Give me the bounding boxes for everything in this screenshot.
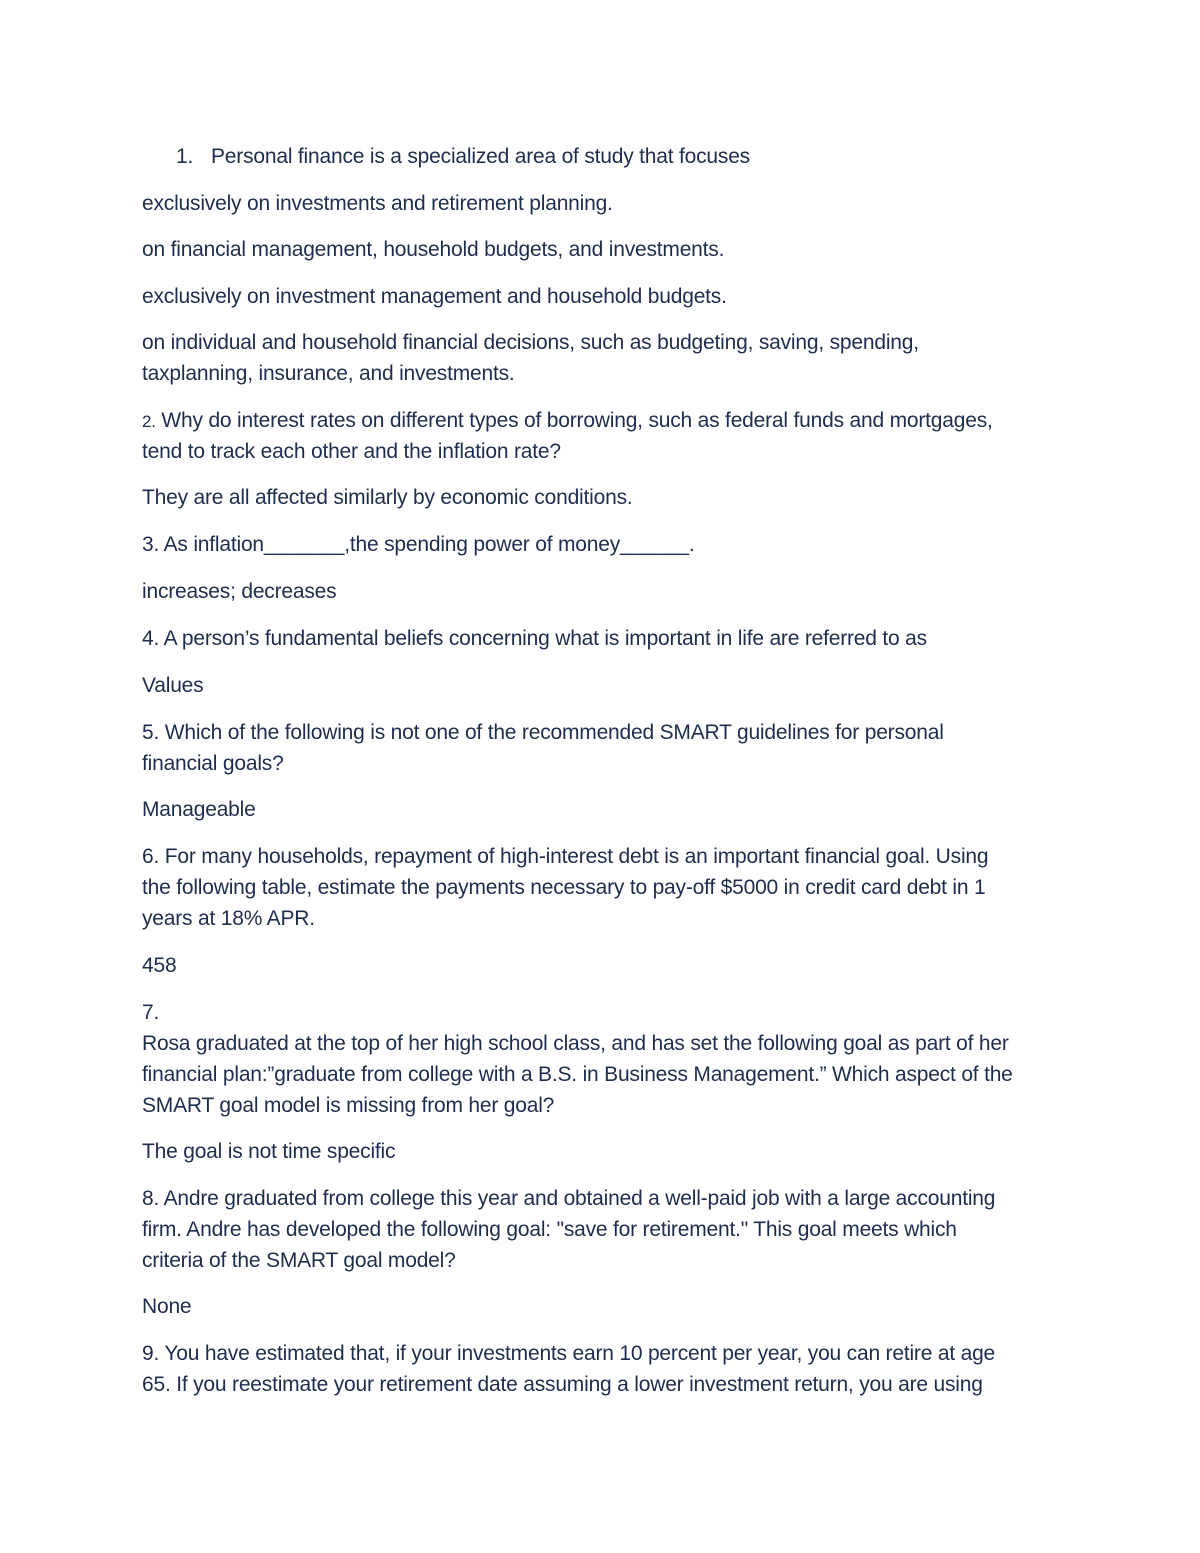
q1-option-a: exclusively on investments and retirement planning. [142, 192, 613, 215]
q2-question-text: Why do interest rates on different types of borrowing, such as federal funds and mortgages, [161, 409, 993, 432]
q1-number: 1. [176, 145, 194, 168]
q7-line2: financial plan:”graduate from college with a B.S. in Business Management.” Which aspect of the [142, 1063, 1013, 1086]
q1-option-c: exclusively on investment management and household budgets. [142, 285, 727, 308]
q1-option-d-line1: on individual and household financial decisions, such as budgeting, saving, spending, [142, 331, 919, 354]
q8-line2: firm. Andre has developed the following goal: "save for retirement." This goal meets which [142, 1218, 957, 1241]
q8-line1: 8. Andre graduated from college this year and obtained a well-paid job with a large accounting [142, 1187, 996, 1210]
q4-answer: Values [142, 674, 204, 697]
q6-answer: 458 [142, 954, 177, 977]
q5-line1: 5. Which of the following is not one of the recommended SMART guidelines for personal [142, 721, 944, 744]
q5-line2: financial goals? [142, 752, 284, 775]
q7-answer: The goal is not time specific [142, 1140, 396, 1163]
q9-line1: 9. You have estimated that, if your investments earn 10 percent per year, you can retire at age [142, 1342, 996, 1365]
q4-question: 4. A person’s fundamental beliefs concerning what is important in life are referred to as [142, 627, 927, 650]
q2-answer: They are all affected similarly by economic conditions. [142, 486, 633, 509]
q6-line2: the following table, estimate the payments necessary to pay-off $5000 in credit card debt in 1 [142, 876, 986, 899]
q6-line1: 6. For many households, repayment of high-interest debt is an important financial goal. Using [142, 845, 989, 868]
q1-question: Personal finance is a specialized area of study that focuses [211, 145, 750, 168]
q8-line3: criteria of the SMART goal model? [142, 1249, 456, 1272]
q2-line1 [142, 405, 993, 437]
q1-option-b: on financial management, household budgets, and investments. [142, 238, 725, 261]
q3-question: 3. As inflation_______,the spending power of money______. [142, 533, 695, 556]
q8-answer: None [142, 1295, 192, 1318]
q2-number: 2. [142, 412, 156, 431]
q7-number: 7. [142, 1001, 160, 1024]
q1-option-d-line2: taxplanning, insurance, and investments. [142, 362, 515, 385]
q7-line3: SMART goal model is missing from her goal? [142, 1094, 555, 1117]
q7-line1: Rosa graduated at the top of her high school class, and has set the following goal as part of her [142, 1032, 1009, 1055]
q9-line2: 65. If you reestimate your retirement date assuming a lower investment return, you are using [142, 1373, 983, 1396]
q2-line2: tend to track each other and the inflation rate? [142, 440, 561, 463]
q5-answer: Manageable [142, 798, 256, 821]
q6-line3: years at 18% APR. [142, 907, 315, 930]
q3-answer: increases; decreases [142, 580, 337, 603]
